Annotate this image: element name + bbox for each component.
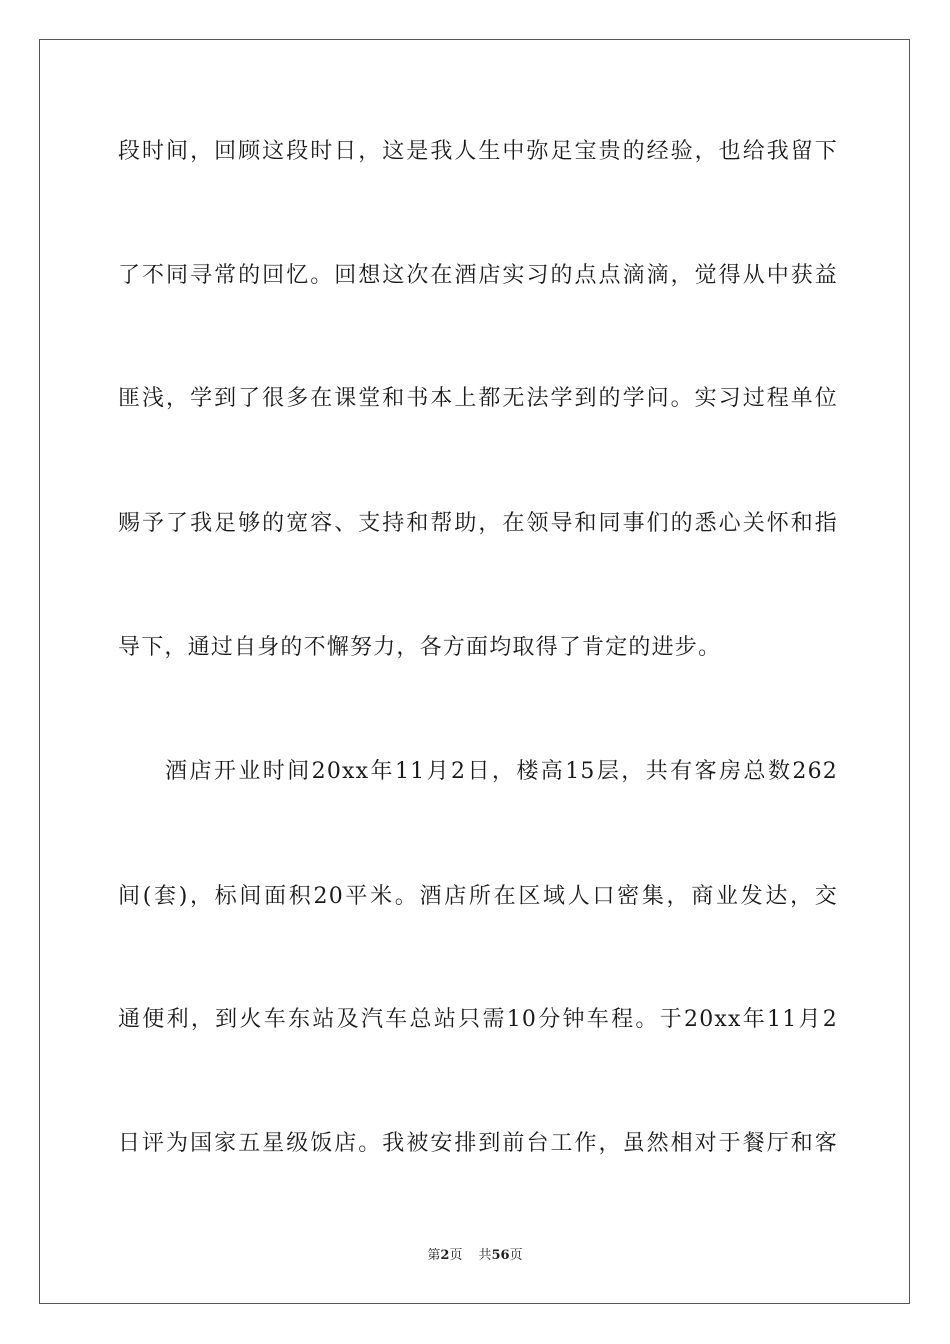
text-line-9: 日评为国家五星级饭店。我被安排到前台工作，虽然相对于餐厅和客: [118, 1131, 838, 1156]
text-line-5: 导下，通过自身的不懈努力，各方面均取得了肯定的进步。: [118, 635, 722, 660]
footer-page-prefix: 第: [427, 1248, 441, 1263]
text-line-2: 了不同寻常的回忆。回想这次在酒店实习的点点滴滴，觉得从中获益: [118, 263, 838, 288]
footer-page-suffix: 页: [449, 1248, 463, 1263]
footer-total-suffix: 页: [509, 1248, 523, 1263]
text-line-6: 酒店开业时间20xx年11月2日，楼高15层，共有客房总数262: [165, 759, 838, 784]
footer-total-pages: 56: [491, 1248, 510, 1263]
text-line-3: 匪浅，学到了很多在课堂和书本上都无法学到的学问。实习过程单位: [118, 386, 838, 411]
footer-current-page: 2: [440, 1248, 450, 1263]
page-footer: [0, 1247, 950, 1265]
page-border: [39, 39, 910, 1304]
text-line-8: 通便利，到火车东站及汽车总站只需10分钟车程。于20xx年11月2: [118, 1007, 838, 1032]
footer-total-prefix: 共: [478, 1248, 492, 1263]
text-line-7: 间(套)，标间面积20平米。酒店所在区域人口密集，商业发达，交: [118, 884, 838, 909]
text-line-1: 段时间，回顾这段时日，这是我人生中弥足宝贵的经验，也给我留下: [118, 139, 838, 164]
text-line-4: 赐予了我足够的宽容、支持和帮助，在领导和同事们的悉心关怀和指: [118, 511, 838, 536]
